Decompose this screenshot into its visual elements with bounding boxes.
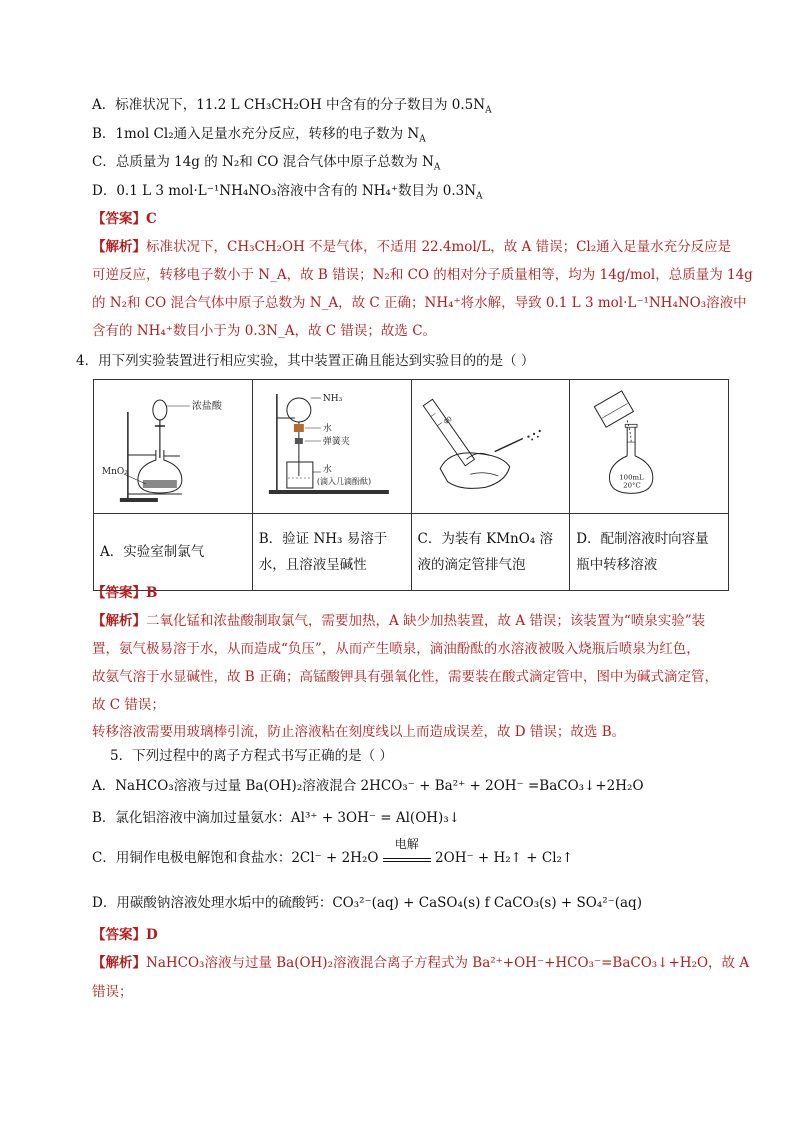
q3-option-b: B．1mol Cl₂通入足量水充分反应，转移的电子数为 $N_A$ <box>92 126 426 145</box>
q3-option-d: D．0.1 L 3 mol·L⁻¹NH₄NO₃溶液中含有的 NH₄⁺数目为 $0.3N_A$ <box>92 183 483 202</box>
figure-d-volumetric-flask <box>570 380 729 514</box>
q5-analysis-line-1: 【解析】NaHCO₃溶液与过量 Ba(OH)₂溶液混合离子方程式为 Ba²⁺+OH⁻+HCO₃⁻=BaCO₃↓+H₂O，故 A <box>92 955 750 971</box>
q4-stem: 4．用下列实验装置进行相应实验，其中装置正确且能达到实验目的的是（ ） <box>76 353 535 369</box>
q3-answer: 【答案】C <box>92 211 157 227</box>
label-mno2: MnO₂ <box>101 467 128 477</box>
q3-analysis-line-4: 含有的 NH₄⁺数目小于为 0.3N_A，故 C 错误；故选 C。 <box>92 323 437 339</box>
q4-analysis-line-5: 转移溶液需要用玻璃棒引流，防止溶液粘在刻度线以上而造成误差，故 D 错误；故选 B。 <box>92 724 626 740</box>
caption-a: A．实验室制氯气 <box>94 514 253 591</box>
label-flask-volume: 100mL <box>619 473 644 482</box>
label-basin-water: 水 <box>322 465 332 475</box>
q3-option-c: C．总质量为 14g 的 N₂和 CO 混合气体中原子总数为 $N_A$ <box>92 154 441 173</box>
q5-option-c: C．用铜作电极电解饱和食盐水：2Cl⁻ + 2H₂O 电解 2OH⁻ + H₂↑ + Cl₂↑ <box>92 837 574 866</box>
figure-b-drawing <box>253 380 411 513</box>
figure-a-drawing <box>94 380 252 513</box>
figure-a-chlorine-apparatus <box>94 380 253 514</box>
label-burette-tick: 40 <box>441 414 454 427</box>
q4-analysis-line-1: 【解析】二氧化锰和浓盐酸制取氯气，需要加热，A 缺少加热装置，故 A 错误；该装置为“喷泉实验”装 <box>92 613 706 629</box>
figure-c-burette-hand <box>411 380 570 514</box>
label-clamp: 弹簧夹 <box>322 437 350 447</box>
caption-d: D．配制溶液时向容量瓶中转移溶液 <box>570 514 729 591</box>
q5-stem: 5．下列过程中的离子方程式书写正确的是（ ） <box>110 748 393 764</box>
q4-analysis-line-2: 置，氨气极易溶于水，从而造成“负压”，从而产生喷泉，滴油酚酞的水溶液被吸入烧瓶后喷泉为红色， <box>92 641 700 657</box>
q4-analysis-line-4: 故 C 错误； <box>92 697 165 713</box>
label-water: 水 <box>322 424 332 434</box>
q5-analysis-line-2: 错误； <box>92 984 133 1000</box>
figure-d-drawing <box>570 380 728 513</box>
q4-apparatus-table <box>93 379 729 591</box>
electrolysis-condition: 电解 <box>383 849 431 862</box>
q5-answer: 【答案】D <box>92 927 158 943</box>
q5-option-d: D．用碳酸钠溶液处理水垢中的硫酸钙：CO₃²⁻(aq) + CaSO₄(s) f CaCO₃(s) + SO₄²⁻(aq) <box>92 895 642 911</box>
analysis-label: 【解析】 <box>92 955 146 971</box>
q3-analysis-line-3: 的 N₂和 CO 混合气体中原子总数为 N_A，故 C 正确；NH₄⁺将水解，导致 0.1 L 3 mol·L⁻¹NH₄NO₃溶液中 <box>92 295 747 311</box>
q3-option-a: A．标准状况下，11.2 L CH₃CH₂OH 中含有的分子数目为 $0.5N_A$ <box>92 97 492 116</box>
caption-c: C．为装有 KMnO₄ 溶液的滴定管排气泡 <box>411 514 570 591</box>
analysis-label: 【解析】 <box>92 239 146 255</box>
q3-analysis-line-1: 【解析】标准状况下，CH₃CH₂OH 不是气体，不适用 22.4mol/L，故 A 错误；Cl₂通入足量水充分反应是 <box>92 239 732 255</box>
label-conc-hcl: 浓盐酸 <box>191 401 222 412</box>
q5-option-a: A．NaHCO₃溶液与过量 Ba(OH)₂溶液混合 2HCO₃⁻ + Ba²⁺ + 2OH⁻ =BaCO₃↓+2H₂O <box>92 778 644 794</box>
figure-b-fountain-apparatus <box>252 380 411 514</box>
label-nh3: NH₃ <box>322 394 342 404</box>
caption-b: B．验证 NH₃ 易溶于水，且溶液呈碱性 <box>252 514 411 591</box>
label-flask-temperature: 20°C <box>623 481 641 490</box>
analysis-label: 【解析】 <box>92 613 146 629</box>
q4-analysis-line-3: 故氨气溶于水显碱性，故 B 正确；高锰酸钾具有强氧化性，需要装在酸式滴定管中，图中为碱式滴定管， <box>92 669 719 685</box>
figure-c-drawing <box>412 380 570 513</box>
q4-answer: 【答案】B <box>92 585 158 601</box>
q3-analysis-line-2: 可逆反应，转移电子数小于 N_A，故 B 错误；N₂和 CO 的相对分子质量相等，均为 14g/mol，总质量为 14g <box>92 267 753 283</box>
q5-option-b: B．氯化铝溶液中滴加过量氨水：Al³⁺ + 3OH⁻ = Al(OH)₃↓ <box>92 810 461 826</box>
label-phenolphthalein: (滴入几滴酚酞) <box>316 477 371 486</box>
